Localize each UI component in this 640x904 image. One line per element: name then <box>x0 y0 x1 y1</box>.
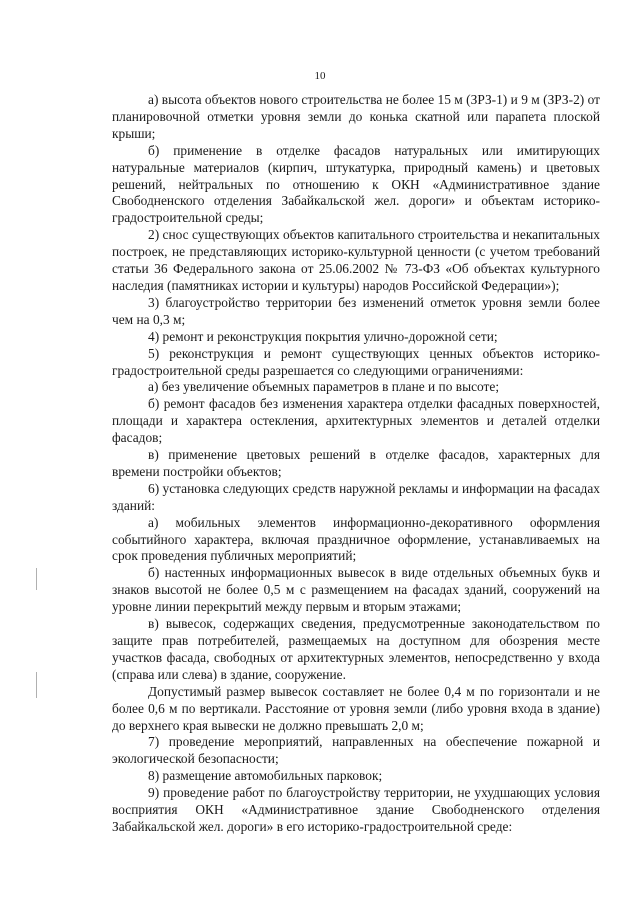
paragraph-consumer-signs: в) вывесок, содержащих сведения, предусмотренные законодательством по защите прав потребителей, размещаемых на доступном для обозрения месте участков фасада, свободных от архитектурных элементов, непосредственно у входа (справа или слева) в здание, сооружение. <box>112 616 600 682</box>
paragraph-safety: 7) проведение мероприятий, направленных на обеспечение пожарной и экологической безопасности; <box>112 734 600 767</box>
paragraph-advertising: 6) установка следующих средств наружной рекламы и информации на фасадах зданий: <box>112 480 600 513</box>
paragraph-sign-size: Допустимый размер вывесок составляет не более 0,4 м по горизонтали и не более 0,6 м по вертикали. Расстояние от уровня земли (либо уровня входа в здание) до верхнего края вывески не должно превышать 2,0 м; <box>112 683 600 733</box>
paragraph-facade-materials: б) применение в отделке фасадов натуральных или имитирующих натуральные материалов (кирпич, штукатурка, природный камень) и цветовых решений, нейтральных по отношению к ОКН «Административное здание Свободненского отделения Забайкальской жел. дороги» и объектам историко-градостроительной среды; <box>112 142 600 226</box>
page-number: 10 <box>314 70 326 82</box>
paragraph-road-repair: 4) ремонт и реконструкция покрытия улично-дорожной сети; <box>148 328 498 344</box>
paragraph-wall-signs: б) настенных информационных вывесок в виде отдельных объемных букв и знаков высотой не более 0,5 м с размещением на фасадах зданий, сооружений на уровне линии перекрытий между первым и вторым этажами; <box>112 565 600 615</box>
paragraph-demolition: 2) снос существующих объектов капитального строительства и некапитальных построек, не представляющих историко-культурной ценности (с учетом требований статьи 36 Федерального закона от 25.06.2002 № 73-ФЗ «Об объектах культурного наследия (памятниках истории и культуры) народов Российской Федерации»); <box>112 227 600 293</box>
paragraph-reconstruction: 5) реконструкция и ремонт существующих ценных объектов историко-градостроительной среды разрешается со следующими ограничениями: <box>112 345 600 378</box>
paragraph-landscaping: 3) благоустройство территории без изменений отметок уровня земли более чем на 0,3 м; <box>112 294 600 327</box>
paragraph-improvement-works: 9) проведение работ по благоустройству территории, не ухудшающих условия восприятия ОКН «Административное здание Свободненского отделения Забайкальской жел. дороги» в его историко-градостроительной среде: <box>112 785 600 834</box>
document-body <box>112 92 600 836</box>
scan-margin-mark <box>36 672 37 698</box>
paragraph-no-volume-increase: а) без увеличение объемных параметров в плане и по высоте; <box>148 379 500 395</box>
paragraph-color-solutions: в) применение цветовых решений в отделке фасадов, характерных для времени постройки объектов; <box>112 447 600 479</box>
paragraph-parking: 8) размещение автомобильных парковок; <box>148 768 383 784</box>
scan-margin-mark <box>36 568 37 590</box>
paragraph-facade-repair: б) ремонт фасадов без изменения характера отделки фасадных поверхностей, площади и характера остекления, архитектурных элементов и деталей отделки фасадов; <box>112 396 600 446</box>
paragraph-height-limit: а) высота объектов нового строительства не более 15 м (ЗРЗ-1) и 9 м (ЗРЗ-2) от планировочной отметки уровня земли до конька скатной или парапета плоской крыши; <box>112 92 600 141</box>
paragraph-mobile-elements: а) мобильных элементов информационно-декоративного оформления событийного характера, включая праздничное оформление, устанавливаемых на срок проведения публичных мероприятий; <box>112 514 600 564</box>
